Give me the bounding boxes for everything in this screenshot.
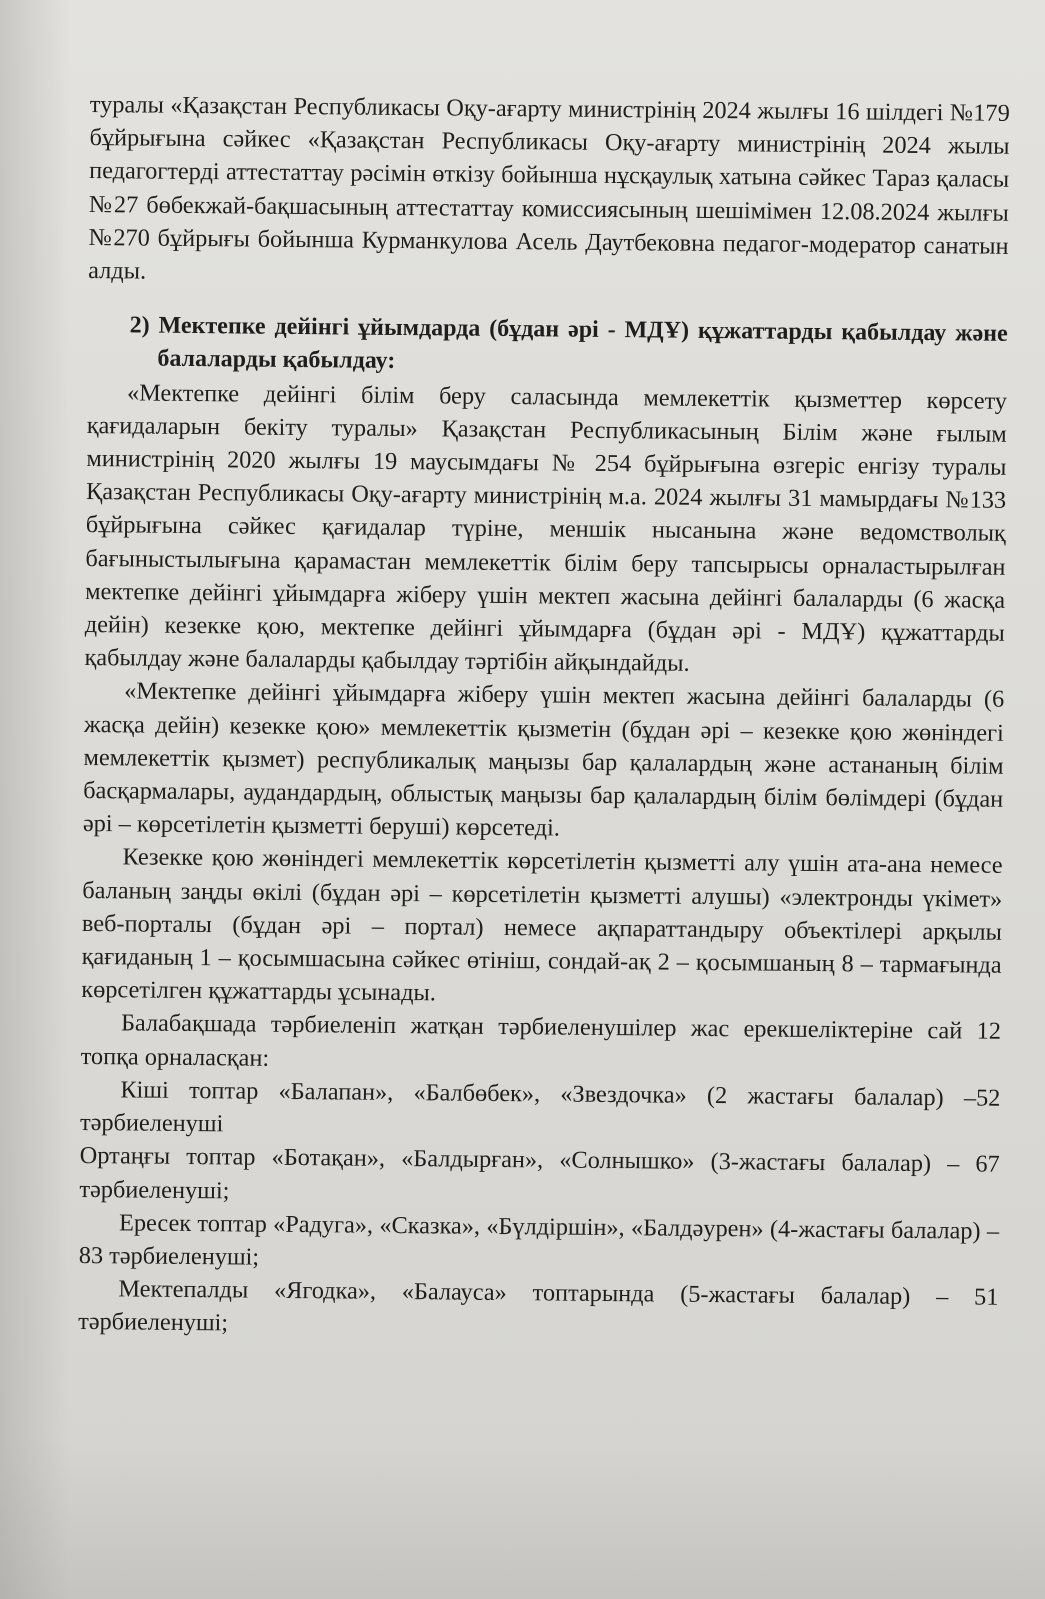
paragraph-queue-service: «Мектепке дейінгі ұйымдарға жіберу үшін мектеп жасына дейінгі балаларды (6 жасқа дейін) кезекке қою» мемлекеттік қызметін (бұдан әрі – кезекке қою жөніндегі мемлекеттік қызмет) республикалық маңызы бар қалалардың және астананың білім басқармалары, аудандардың, облыстық маңызы бар қалалардың білім бөлімдері (бұдан әрі – көрсетілетін қызметті беруші) көрсетеді. xyxy=(82,677,1005,842)
paragraph-application: Кезекке қою жөніндегі мемлекеттік көрсетілетін қызметті алу үшін ата-ана немесе баланың заңды өкілі (бұдан әрі – көрсетілетін қызметті алушы) «электронды үкімет» веб-порталы (бұдан әрі – портал) немесе ақпараттандыру объектілері арқылы қағиданың 1 – қосымшасына сәйкес өтініш, сондай-ақ 2 – қосымшаның 8 – тармағында көрсетілген құжаттарды ұсынады. xyxy=(81,843,1003,1007)
paragraph-groups-intro: Балабақшада тәрбиеленіп жатқан тәрбиеленушілер жас ерекшеліктеріне сай 12 топқа орналасқан: xyxy=(80,1009,1002,1072)
paragraph-middle-groups: Ортаңғы топтар «Ботақан», «Балдырған», «Солнышко» (3-жастағы балалар) – 67 тәрбиеленуші; xyxy=(79,1142,1000,1204)
paragraph-senior-groups: Ересек топтар «Радуга», «Сказка», «Бүлдіршін», «Балдәурен» (4-жастағы балалар) – 83 тәрбиеленуші; xyxy=(78,1209,1000,1271)
paragraph-rules: «Мектепке дейінгі білім беру саласында мемлекеттік қызметтер көрсету қағидаларын бекіту туралы» Қазақстан Республикасының Білім және ғылым министрінің 2020 жылғы 19 маусымдағы № 254 бұйрығына өзгеріс енгізу туралы Қазақстан Республикасы Оқу-ағарту министрінің м.а. 2024 жылғы 31 мамырдағы №133 бұйрығына сәйкес қағидалар түріне, меншік нысанына және ведомстволық бағыныстылығына қарамастан мемлекеттік білім беру тапсырысы орналастырылған мектепке дейінгі ұйымдарға жіберу үшін мектеп жасына дейінгі балаларды (6 жасқа дейін) кезекке қою, мектепке дейінгі ұйымдарға (бұдан әрі - МДҰ) құжаттарды қабылдау және балаларды қабылдау тәртібін айқындайды. xyxy=(84,378,1008,678)
paragraph-attestation: туралы «Қазақстан Республикасы Оқу-ағарту министрінің 2024 жылғы 16 шілдегі №179 бұйрығына сәйкес «Қазақстан Республикасы Оқу-ағарту министрінің 2024 жылы педагогтерді аттестаттау рәсімін өткізу бойынша нұсқаулық хатына сәйкес Тараз қаласы №27 бөбекжай-бақшасының аттестаттау комиссиясының шешімімен 12.08.2024 жылғы №270 бұйрығы бойынша Курманкулова Асель Даутбековна педагог-модератор санатын алды. xyxy=(88,90,1010,285)
paragraph-junior-groups: Кіші топтар «Балапан», «Балбөбек», «Звездочка» (2 жастағы балалар) –52 тәрбиеленуші xyxy=(79,1076,1001,1138)
section-heading: 2) Мектепке дейінгі ұйымдарда (бұдан әрі - МДҰ) құжаттарды қабылдау және балаларды қабылдау: xyxy=(129,312,1008,375)
page-shadow-bottom xyxy=(0,1439,1045,1599)
document-body xyxy=(78,88,1010,1347)
page-shadow-left xyxy=(0,0,70,1599)
paragraph-preschool-groups: Мектепалды «Ягодка», «Балауса» топтарында (5-жастағы балалар) – 51 тәрбиеленуші; xyxy=(78,1275,999,1337)
